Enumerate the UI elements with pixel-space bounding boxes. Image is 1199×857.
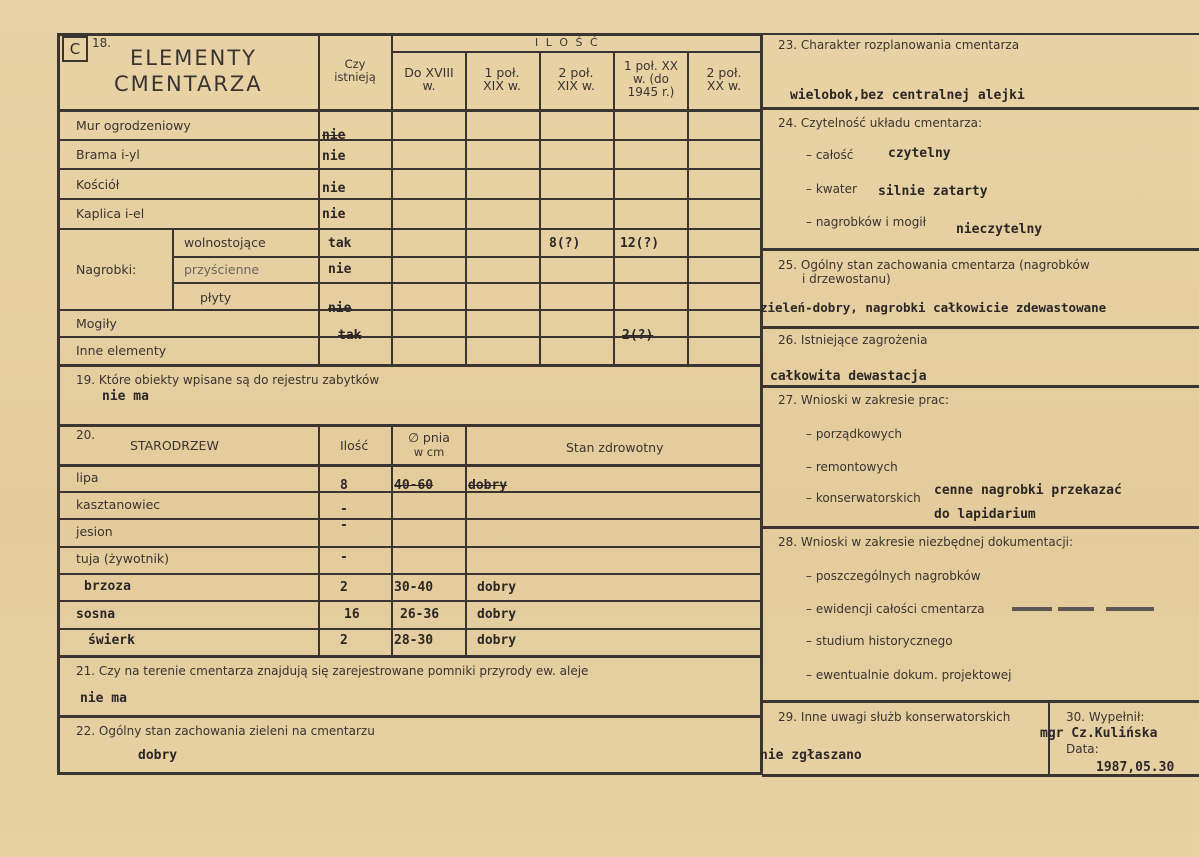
species: brzoza [84, 579, 131, 594]
section-title-line1: ELEMENTY [130, 46, 257, 70]
starodrzew-col-line [465, 426, 467, 657]
tree-count: 2 [340, 633, 348, 648]
row-line [57, 198, 762, 200]
col-line-p2 [465, 52, 467, 365]
col-line-p5 [687, 52, 689, 365]
q30-name: mgr Cz.Kulińska [1040, 726, 1158, 741]
section-number: 18. [92, 36, 112, 50]
frame-left [57, 33, 60, 775]
q24-answer: czytelny [888, 146, 951, 161]
q24-item: – kwater [806, 182, 857, 196]
q28-item: – ewidencji całości cmentarza [806, 602, 985, 616]
q24-bottom-line [762, 248, 1199, 251]
row-line [172, 256, 762, 258]
section-title-line2: CMENTARZA [114, 72, 263, 96]
q27-item: – konserwatorskich [806, 491, 921, 505]
value-exists: nie [322, 149, 346, 164]
starodrzew-col-line [318, 426, 320, 657]
row-line [57, 168, 762, 170]
row-label: Mogiły [76, 316, 117, 331]
value-count: 8(?) [549, 236, 581, 251]
starodrzew-col-fi-unit: w cm [413, 445, 445, 459]
row-line [57, 336, 762, 338]
species: tuja (żywotnik) [76, 551, 170, 566]
nagrobki-label: Nagrobki: [76, 262, 137, 277]
q19-label: 19. Które obiekty wpisane są do rejestru zabytków [76, 373, 380, 387]
header-period-5: 2 poł. XX w. [706, 65, 742, 93]
table-bottom-line [57, 364, 762, 367]
row-line [57, 518, 762, 520]
frame-bottom-left [57, 772, 762, 775]
q19-bottom-line [57, 424, 762, 427]
value-count: 12(?) [620, 236, 660, 251]
q28-item: – ewentualnie dokum. projektowej [806, 668, 1012, 682]
species: lipa [76, 470, 99, 485]
starodrzew-title: STARODRZEW [130, 438, 219, 453]
row-line [57, 309, 762, 311]
value-exists: tak [328, 236, 352, 251]
header-exists: Czy istnieją [334, 57, 376, 84]
q26-answer: całkowita dewastacja [770, 369, 927, 384]
q24-answer: silnie zatarty [878, 184, 988, 199]
q24-answer: nieczytelny [956, 222, 1043, 237]
q22-label: 22. Ogólny stan zachowania zieleni na cmentarzu [76, 724, 375, 738]
header-period-2: 1 poł. XIX w. [483, 65, 521, 93]
q27-item: – remontowych [806, 460, 898, 474]
header-period-1: Do XVIII w. [404, 65, 454, 93]
q28-item: – studium historycznego [806, 634, 953, 648]
q20-number: 20. [76, 428, 96, 442]
frame-top-right [762, 33, 1199, 35]
q25-label: 25. Ogólny stan zachowania cmentarza (nagrobków [778, 258, 1090, 272]
q24-item: – nagrobków i mogił [806, 215, 927, 229]
value-exists: nie [322, 207, 346, 222]
starodrzew-bottom-line [57, 655, 762, 658]
row-label: Inne elementy [76, 343, 167, 358]
q25-answer: zieleń-dobry, nagrobki całkowicie zdewastowane [760, 300, 1107, 315]
header-bottom-line [57, 109, 762, 112]
q27-answer-line1: cenne nagrobki przekazać [934, 483, 1122, 498]
species: jesion [76, 524, 113, 539]
q29-answer: nie zgłaszano [760, 748, 862, 763]
q28-bottom-line [762, 700, 1199, 703]
q25-bottom-line [762, 326, 1199, 329]
q27-answer-line2: do lapidarium [934, 507, 1036, 522]
row-label: przyścienne [184, 262, 260, 277]
species: świerk [88, 633, 135, 648]
q26-label: 26. Istniejące zagrożenia [778, 333, 928, 347]
species: sosna [76, 607, 116, 622]
q23-answer: wielobok,bez centralnej alejki [790, 88, 1025, 103]
row-label: wolnostojące [184, 235, 266, 250]
tree-count: 16 [344, 607, 360, 622]
tree-diameter: 40-60 [394, 478, 434, 493]
q21-answer: nie ma [80, 691, 127, 706]
tree-condition: dobry [468, 478, 508, 493]
starodrzew-col-fi: ∅ pnia [408, 430, 450, 445]
tree-diameter: 30-40 [394, 580, 434, 595]
row-line [57, 228, 762, 230]
q24-label: 24. Czytelność układu cmentarza: [778, 116, 983, 130]
starodrzew-col-line [391, 426, 393, 657]
q21-bottom-line [57, 715, 762, 718]
row-line [172, 282, 762, 284]
q23-label: 23. Charakter rozplanowania cmentarza [778, 38, 1020, 52]
q26-bottom-line [762, 385, 1199, 388]
frame-top-left [57, 33, 762, 36]
q21-label: 21. Czy na terenie cmentarza znajdują się zarejestrowane pomniki przyrody ew. aleje [76, 664, 589, 678]
nagrobki-divider [172, 229, 174, 310]
row-line [57, 600, 762, 602]
q23-bottom-line [762, 107, 1199, 110]
starodrzew-header-line [57, 464, 762, 467]
starodrzew-col-ilosc: Ilość [340, 438, 369, 453]
q27-item: – porządkowych [806, 427, 902, 441]
tree-count: 2 [340, 580, 348, 595]
col-line-p4 [613, 52, 615, 365]
row-label: Brama i-yl [76, 147, 140, 162]
starodrzew-col-stan: Stan zdrowotny [566, 440, 664, 455]
typed-dash-mark [1012, 607, 1052, 611]
row-line [57, 546, 762, 548]
row-line [57, 628, 762, 630]
q27-bottom-line [762, 526, 1199, 529]
typed-dash-mark [1058, 607, 1094, 611]
tree-condition: dobry [477, 607, 517, 622]
q30-date: 1987,05.30 [1096, 760, 1175, 775]
col-line-p3 [539, 52, 541, 365]
section-letter-box: C [62, 36, 88, 62]
q27-label: 27. Wnioski w zakresie prac: [778, 393, 950, 407]
value-count: 2(?) [622, 328, 654, 343]
row-label: płyty [200, 290, 232, 305]
header-period-3: 2 poł. XIX w. [557, 65, 595, 93]
col-line-exists [318, 35, 320, 365]
q30-date-label: Data: [1066, 742, 1099, 756]
tree-diameter: 26-36 [400, 607, 440, 622]
typed-dash-mark [1106, 607, 1154, 611]
q28-item: – poszczególnych nagrobków [806, 569, 981, 583]
value-exists: tak [338, 328, 362, 343]
ilosc-underline [391, 51, 761, 53]
q22-answer: dobry [138, 748, 178, 763]
row-label: Kaplica i-el [76, 206, 145, 221]
row-line [57, 139, 762, 141]
q30-label: 30. Wypełnił: [1066, 710, 1145, 724]
value-exists: nie [322, 181, 346, 196]
header-ilosc: I L O Ś Ć [535, 36, 600, 49]
row-label: Mur ogrodzeniowy [76, 118, 191, 133]
value-exists: nie [322, 128, 346, 143]
q24-item: – całość [806, 148, 854, 162]
tree-count: 8 [340, 478, 348, 493]
tree-count: - [340, 550, 348, 565]
tree-diameter: 28-30 [394, 633, 434, 648]
value-exists: nie [328, 262, 352, 277]
row-line [57, 573, 762, 575]
q28-label: 28. Wnioski w zakresie niezbędnej dokumentacji: [778, 535, 1074, 549]
header-period-4: 1 poł. XX w. (do 1945 r.) [624, 59, 678, 99]
q25-label-2: i drzewostanu) [802, 272, 891, 286]
col-line-p1 [391, 35, 393, 365]
q19-answer: nie ma [102, 389, 149, 404]
tree-condition: dobry [477, 580, 517, 595]
value-exists: nie [328, 301, 352, 316]
tree-count: - [340, 518, 348, 533]
frame-middle [760, 33, 763, 775]
row-label: Kościół [76, 177, 120, 192]
q29-label: 29. Inne uwagi służb konserwatorskich [778, 710, 1011, 724]
tree-count: - [340, 502, 348, 517]
species: kasztanowiec [76, 497, 161, 512]
tree-condition: dobry [477, 633, 517, 648]
